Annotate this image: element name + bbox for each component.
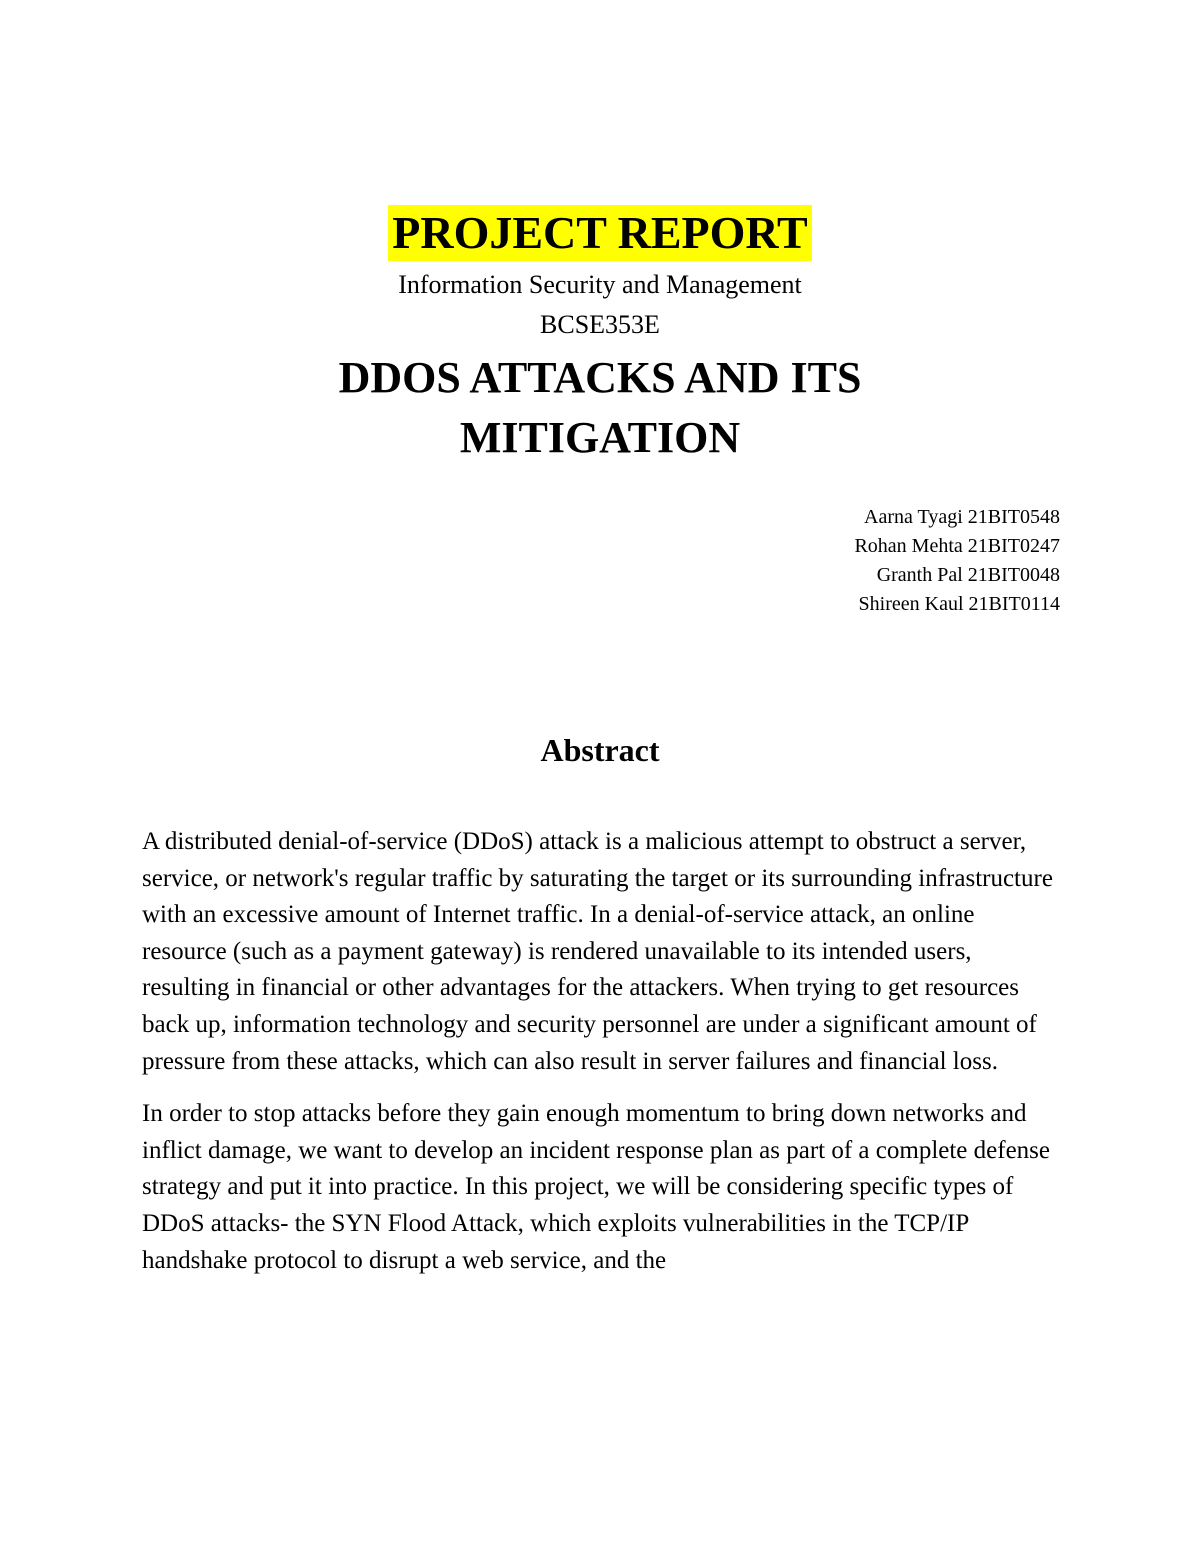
report-label: PROJECT REPORT: [388, 205, 811, 261]
author-line: Granth Pal 21BIT0048: [876, 564, 1060, 586]
author-line: Shireen Kaul 21BIT0114: [858, 593, 1060, 615]
abstract-paragraph: A distributed denial-of-service (DDoS) attack is a malicious attempt to obstruct a server, service, or network's regular traffic by saturating the target or its surrounding infrastructure with an excessive amount of Internet traffic. In a denial-of-service attack, an online resource (such as a payment gateway) is rendered unavailable to its intended users, resulting in financial or other advantages for the attackers. When trying to get resources back up, information technology and security personnel are under a significant amount of pressure from these attacks, which can also result in server failures and financial loss.: [142, 828, 1053, 1075]
abstract-paragraph: In order to stop attacks before they gain enough momentum to bring down networks and inflict damage, we want to develop an incident response plan as part of a complete defense strategy and put it into practice. In this project, we will be considering specific types of DDoS attacks- the SYN Flood Attack, which exploits vulnerabilities in the TCP/IP handshake protocol to disrupt a web service, and the: [142, 1100, 1050, 1274]
author-line: Rohan Mehta 21BIT0247: [854, 535, 1060, 557]
author-line: Aarna Tyagi 21BIT0548: [864, 506, 1060, 528]
document-title: DDOS ATTACKS AND ITS MITIGATION: [338, 353, 862, 462]
abstract-heading: Abstract: [540, 732, 660, 768]
subject-line: Information Security and Management: [398, 270, 802, 299]
report-label-container: [0, 205, 1200, 261]
course-code: BCSE353E: [540, 310, 660, 339]
abstract-body: [142, 824, 1062, 1295]
author-list: [660, 503, 1060, 619]
